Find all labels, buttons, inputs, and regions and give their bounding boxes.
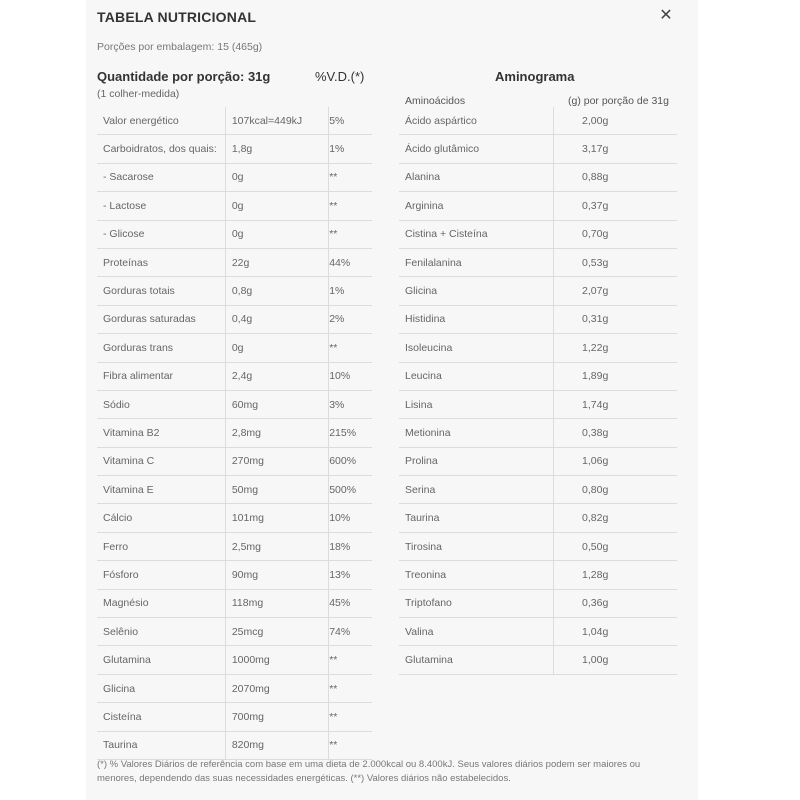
amino-amount: 1,06g — [554, 447, 677, 475]
amino-name: Glicina — [399, 277, 554, 305]
nutrient-vd: 1% — [329, 277, 372, 305]
table-row — [399, 390, 677, 418]
nutrient-vd: 10% — [329, 362, 372, 390]
amino-amount: 2,00g — [554, 107, 677, 135]
nutrient-vd: ** — [329, 334, 372, 362]
amino-amount: 0,70g — [554, 220, 677, 248]
serving-header: Quantidade por porção: 31g — [97, 69, 271, 84]
amino-name: Taurina — [399, 504, 554, 532]
nutrient-amount: 0,8g — [225, 277, 328, 305]
amino-name: Prolina — [399, 447, 554, 475]
nutrient-vd: 18% — [329, 532, 372, 560]
nutrient-amount: 0g — [225, 220, 328, 248]
amino-amount: 1,22g — [554, 334, 677, 362]
nutrient-vd: 5% — [329, 107, 372, 135]
nutrient-name: Carboidratos, dos quais: — [97, 135, 225, 163]
table-row — [97, 305, 372, 333]
nutrient-name: Glicina — [97, 674, 225, 702]
nutrient-name: Proteínas — [97, 248, 225, 276]
table-row — [399, 447, 677, 475]
nutrient-amount: 2,5mg — [225, 532, 328, 560]
nutrient-amount: 2,4g — [225, 362, 328, 390]
table-row — [97, 589, 372, 617]
nutrient-amount: 2070mg — [225, 674, 328, 702]
amino-name: Glutamina — [399, 646, 554, 674]
table-row — [97, 390, 372, 418]
nutrient-vd: 10% — [329, 504, 372, 532]
table-row — [399, 135, 677, 163]
nutrient-amount: 0,4g — [225, 305, 328, 333]
amino-name: Tirosina — [399, 532, 554, 560]
nutrient-name: Gorduras saturadas — [97, 305, 225, 333]
table-row — [97, 362, 372, 390]
amino-amount: 0,36g — [554, 589, 677, 617]
nutrient-amount: 700mg — [225, 703, 328, 731]
nutrient-vd: 74% — [329, 618, 372, 646]
table-row — [97, 135, 372, 163]
nutrient-amount: 0g — [225, 192, 328, 220]
table-row — [399, 107, 677, 135]
table-row — [97, 220, 372, 248]
serving-subheader: (1 colher-medida) — [97, 88, 180, 100]
amino-amount: 2,07g — [554, 277, 677, 305]
nutrient-name: Vitamina C — [97, 447, 225, 475]
table-row — [97, 618, 372, 646]
portions-text: Porções por embalagem: 15 (465g) — [97, 41, 263, 53]
table-row — [399, 532, 677, 560]
aminogram-table — [399, 107, 677, 675]
nutrient-amount: 1000mg — [225, 646, 328, 674]
table-row — [399, 277, 677, 305]
amino-col-header: Aminoácidos — [405, 95, 466, 107]
nutrient-vd: ** — [329, 731, 372, 759]
table-row — [97, 277, 372, 305]
nutrient-amount: 0g — [225, 163, 328, 191]
amino-name: Isoleucina — [399, 334, 554, 362]
amount-col-header: (g) por porção de 31g — [568, 95, 669, 107]
nutrient-vd: 1% — [329, 135, 372, 163]
nutrient-amount: 90mg — [225, 561, 328, 589]
nutrient-vd: ** — [329, 703, 372, 731]
table-row — [97, 419, 372, 447]
nutrient-vd: 3% — [329, 390, 372, 418]
table-row — [399, 561, 677, 589]
amino-name: Ácido aspártico — [399, 107, 554, 135]
amino-name: Triptofano — [399, 589, 554, 617]
table-row — [399, 362, 677, 390]
nutrient-vd: ** — [329, 646, 372, 674]
amino-name: Alanina — [399, 163, 554, 191]
nutrient-vd: ** — [329, 220, 372, 248]
amino-amount: 1,89g — [554, 362, 677, 390]
table-row — [97, 334, 372, 362]
nutrient-name: Sódio — [97, 390, 225, 418]
nutrient-name: Cisteína — [97, 703, 225, 731]
table-row — [97, 703, 372, 731]
table-row — [399, 419, 677, 447]
nutrient-vd: 500% — [329, 476, 372, 504]
amino-amount: 0,80g — [554, 476, 677, 504]
nutrient-amount: 820mg — [225, 731, 328, 759]
nutrient-vd: 13% — [329, 561, 372, 589]
table-row — [97, 561, 372, 589]
nutrient-vd: 215% — [329, 419, 372, 447]
nutrient-amount: 50mg — [225, 476, 328, 504]
nutrient-amount: 2,8mg — [225, 419, 328, 447]
amino-amount: 0,38g — [554, 419, 677, 447]
vd-header: %V.D.(*) — [315, 69, 365, 84]
nutrition-table — [97, 107, 372, 760]
table-row — [399, 334, 677, 362]
nutrient-name: Cálcio — [97, 504, 225, 532]
table-row — [399, 589, 677, 617]
nutrient-name: Magnésio — [97, 589, 225, 617]
nutrient-amount: 270mg — [225, 447, 328, 475]
table-row — [97, 674, 372, 702]
amino-amount: 3,17g — [554, 135, 677, 163]
nutrient-name: Gorduras trans — [97, 334, 225, 362]
table-row — [97, 646, 372, 674]
amino-amount: 0,82g — [554, 504, 677, 532]
nutrient-vd: ** — [329, 674, 372, 702]
table-row — [399, 504, 677, 532]
table-row — [399, 476, 677, 504]
amino-amount: 1,04g — [554, 618, 677, 646]
table-row — [97, 447, 372, 475]
table-row — [399, 646, 677, 674]
close-icon[interactable]: ✕ — [659, 7, 673, 24]
amino-name: Arginina — [399, 192, 554, 220]
nutrient-name: Valor energético — [97, 107, 225, 135]
nutrient-name: - Glicose — [97, 220, 225, 248]
amino-name: Valina — [399, 618, 554, 646]
nutrient-name: Selênio — [97, 618, 225, 646]
nutrient-vd: 2% — [329, 305, 372, 333]
amino-name: Metionina — [399, 419, 554, 447]
amino-name: Histidina — [399, 305, 554, 333]
table-row — [97, 504, 372, 532]
table-row — [399, 305, 677, 333]
table-row — [399, 618, 677, 646]
amino-name: Cistina + Cisteína — [399, 220, 554, 248]
amino-amount: 0,50g — [554, 532, 677, 560]
table-row — [97, 163, 372, 191]
nutrient-amount: 25mcg — [225, 618, 328, 646]
nutrient-name: Fósforo — [97, 561, 225, 589]
nutrient-amount: 1,8g — [225, 135, 328, 163]
table-row — [399, 248, 677, 276]
nutrient-name: Taurina — [97, 731, 225, 759]
table-row — [97, 476, 372, 504]
amino-amount: 0,31g — [554, 305, 677, 333]
table-row — [97, 192, 372, 220]
amino-amount: 0,37g — [554, 192, 677, 220]
nutrient-amount: 22g — [225, 248, 328, 276]
nutrient-name: Ferro — [97, 532, 225, 560]
amino-name: Serina — [399, 476, 554, 504]
nutrient-name: - Sacarose — [97, 163, 225, 191]
nutrient-vd: 45% — [329, 589, 372, 617]
nutrient-name: Fibra alimentar — [97, 362, 225, 390]
nutrient-amount: 118mg — [225, 589, 328, 617]
aminogram-header: Aminograma — [495, 69, 575, 84]
amino-amount: 1,00g — [554, 646, 677, 674]
amino-amount: 0,88g — [554, 163, 677, 191]
table-row — [399, 192, 677, 220]
table-row — [399, 220, 677, 248]
nutrient-name: Gorduras totais — [97, 277, 225, 305]
nutrient-amount: 0g — [225, 334, 328, 362]
nutrient-vd: ** — [329, 163, 372, 191]
footnote: (*) % Valores Diários de referência com base em uma dieta de 2.000kcal ou 8.400kJ. Seus valores diários podem ser maiores ou menores, dependendo das suas necessidades energéticas. (**) Valores diários não estabelecidos. — [97, 759, 641, 784]
amino-name: Treonina — [399, 561, 554, 589]
amino-amount: 0,53g — [554, 248, 677, 276]
nutrient-amount: 101mg — [225, 504, 328, 532]
nutrient-amount: 60mg — [225, 390, 328, 418]
amino-name: Fenilalanina — [399, 248, 554, 276]
nutrient-vd: 600% — [329, 447, 372, 475]
amino-name: Ácido glutâmico — [399, 135, 554, 163]
amino-name: Leucina — [399, 362, 554, 390]
table-row — [97, 248, 372, 276]
table-row — [97, 532, 372, 560]
amino-amount: 1,74g — [554, 390, 677, 418]
nutrient-name: - Lactose — [97, 192, 225, 220]
table-row — [97, 731, 372, 759]
table-row — [97, 107, 372, 135]
amino-amount: 1,28g — [554, 561, 677, 589]
amino-name: Lisina — [399, 390, 554, 418]
nutrient-amount: 107kcal=449kJ — [225, 107, 328, 135]
nutrient-vd: ** — [329, 192, 372, 220]
nutrient-vd: 44% — [329, 248, 372, 276]
nutrient-name: Glutamina — [97, 646, 225, 674]
table-row — [399, 163, 677, 191]
modal-title: TABELA NUTRICIONAL — [97, 9, 257, 25]
nutrient-name: Vitamina E — [97, 476, 225, 504]
nutrient-name: Vitamina B2 — [97, 419, 225, 447]
